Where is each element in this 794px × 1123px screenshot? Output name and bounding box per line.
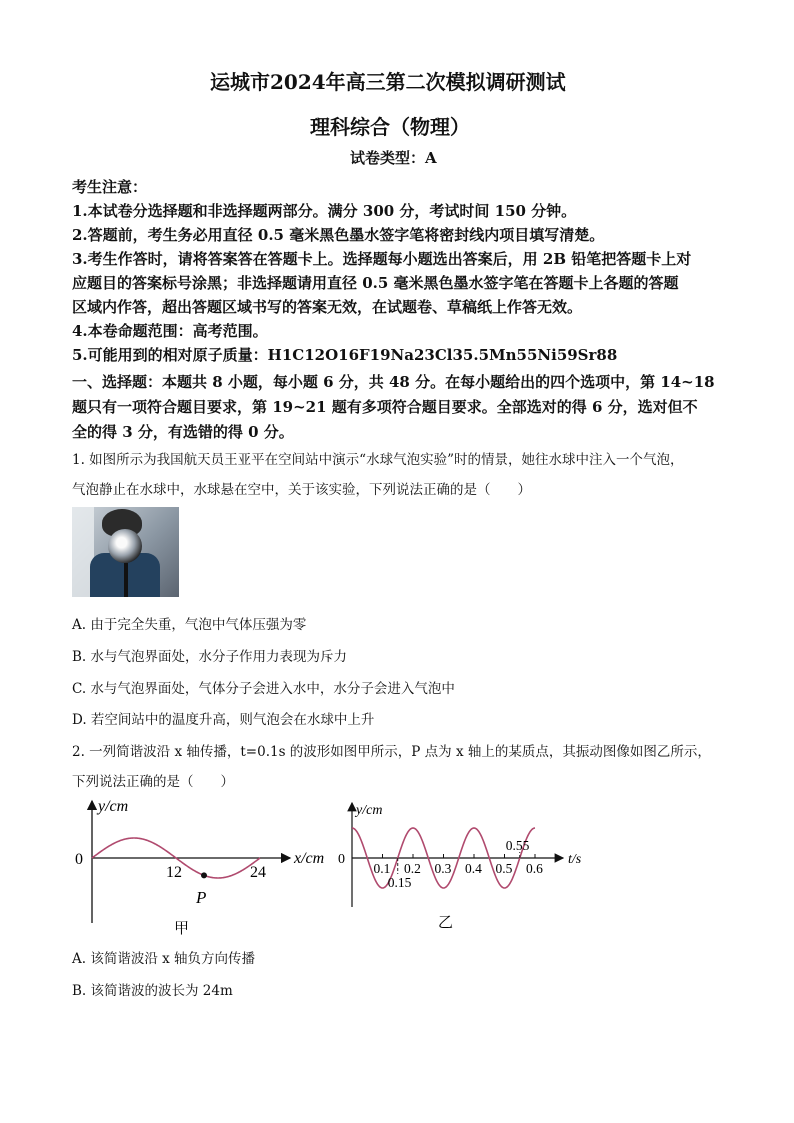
q1-stem: 气泡静止在水球中，水球悬在空中，关于该实验，下列说法正确的是（ ）	[72, 482, 531, 498]
q1-option-b: B. 水与气泡界面处，水分子作用力表现为斥力	[72, 649, 348, 665]
point-p	[201, 872, 207, 878]
t-tick-label: 0.1	[373, 861, 391, 876]
q2-option-b: B. 该简谐波的波长为 24m	[72, 983, 233, 999]
note-line: 区域内作答，超出答题区域书写的答案无效，在试题卷、草稿纸上作答无效。	[72, 298, 583, 316]
q2-option-a: A. 该简谐波沿 x 轴负方向传播	[72, 951, 256, 967]
figure-caption-jia: 甲	[174, 921, 190, 937]
y-axis-label: y/cm	[356, 803, 383, 818]
note-line: 1.本试卷分选择题和非选择题两部分。满分 300 分，考试时间 150 分钟。	[72, 202, 577, 220]
page-title: 运城市2024年高三第二次模拟调研测试	[210, 70, 566, 94]
vibration-graph-yi	[338, 797, 598, 932]
note-line: 应题目的答案标号涂黑；非选择题请用直径 0.5 毫米黑色墨水签字笔在答题卡上各题的答题	[72, 274, 679, 292]
x-tick-label: 12	[166, 864, 182, 881]
origin-label: 0	[75, 851, 83, 868]
annotation-0-15: 0.15	[387, 875, 412, 890]
note-line: 5.可能用到的相对原子质量：H1C12O16F19Na23Cl35.5Mn55Ni59Sr88	[72, 346, 618, 364]
note-line: 4.本卷命题范围：高考范围。	[72, 322, 268, 340]
t-tick-label: 0.3	[434, 861, 452, 876]
t-axis-label: t/s	[568, 852, 582, 867]
note-line: 3.考生作答时，请将答案答在答题卡上。选择题每小题选出答案后，用 2B 铅笔把答题卡上对	[72, 250, 692, 268]
point-p-label: P	[196, 888, 207, 907]
note-line: 2.答题前，考生务必用直径 0.5 毫米黑色墨水签字笔将密封线内项目填写清楚。	[72, 226, 605, 244]
q2-stem: 下列说法正确的是（ ）	[72, 774, 234, 790]
wave-graph-jia	[70, 795, 350, 940]
q1-option-c: C. 水与气泡界面处，气体分子会进入水中，水分子会进入气泡中	[72, 681, 455, 697]
section-instruction: 全的得 3 分，有选错的得 0 分。	[72, 423, 294, 441]
annotation-0-55: 0.55	[505, 838, 530, 853]
t-tick-label: 0.2	[404, 861, 421, 876]
notes-heading: 考生注意：	[72, 178, 148, 196]
x-tick-label: 24	[250, 864, 266, 881]
x-axis-label: x/cm	[294, 850, 325, 867]
y-axis-label: y/cm	[98, 798, 129, 815]
section-instruction: 题只有一项符合题目要求，第 19~21 题有多项符合题目要求。全部选对的得 6 分，选对但不	[72, 398, 698, 416]
t-tick-label: 0.5	[495, 861, 513, 876]
q1-stem: 1. 如图所示为我国航天员王亚平在空间站中演示“水球气泡实验”时的情景，她往水球中注入一个气泡，	[72, 452, 684, 468]
q1-option-a: A. 由于完全失重，气泡中气体压强为零	[72, 617, 307, 633]
figure-caption-yi: 乙	[438, 915, 454, 931]
q2-stem: 2. 一列简谐波沿 x 轴传播，t=0.1s 的波形如图甲所示，P 点为 x 轴上的某质点，其振动图像如图乙所示，	[72, 744, 711, 760]
origin-label: 0	[338, 852, 345, 867]
section-instruction: 一、选择题：本题共 8 小题，每小题 6 分，共 48 分。在每小题给出的四个选项中，第 14~18	[72, 373, 715, 391]
q1-option-d: D. 若空间站中的温度升高，则气泡会在水球中上升	[72, 712, 375, 728]
page-subtitle: 理科综合（物理）	[310, 115, 470, 139]
t-tick-label: 0.6	[526, 861, 543, 876]
astronaut-water-ball-photo	[72, 507, 179, 597]
t-tick-label: 0.4	[465, 861, 482, 876]
paper-type: 试卷类型：A	[350, 149, 437, 167]
